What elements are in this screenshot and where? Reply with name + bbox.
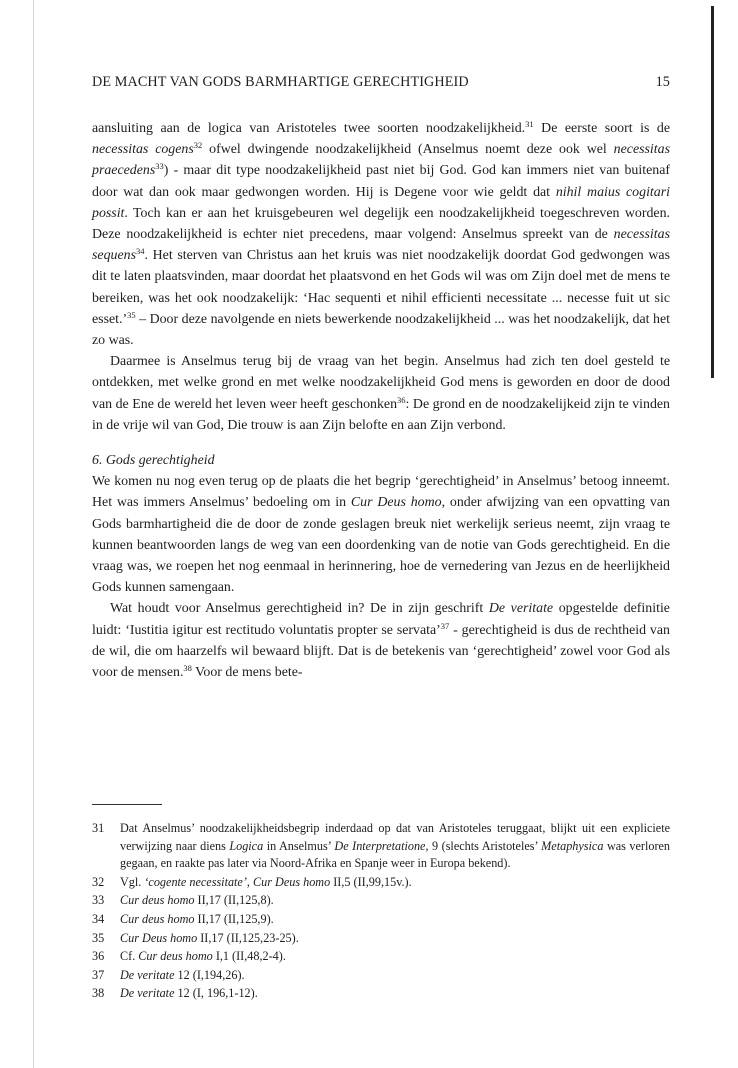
- text-run: I,1 (II,48,2-4).: [212, 949, 286, 964]
- italic-title: Cur Deus homo: [350, 495, 442, 511]
- text-run: . Toch kan er aan het kruisgebeuren wel degelijk een noodzakelijkheid toegeschreven worden. Deze noodzakelijkheid is echter niet precedens, maar volgend: Anselmus spreekt van de: [92, 205, 670, 243]
- paragraph-4: [92, 598, 670, 683]
- text-run: II,17 (II,125,8).: [194, 893, 274, 908]
- text-run: Cf.: [120, 949, 139, 964]
- footnote-32: [92, 874, 670, 892]
- footnote-ref-34[interactable]: 34: [135, 246, 145, 257]
- italic-title: De Interpretatione: [334, 838, 426, 853]
- italic-term: nihil maius cogitari possit: [92, 184, 670, 221]
- italic-title: Cur deus homo: [120, 911, 195, 926]
- italic-term: necessitas cogens: [92, 142, 194, 158]
- footnote-33: [92, 892, 670, 910]
- main-text: [92, 118, 670, 683]
- text-run: opgestelde definitie luidt: ‘Iustitia igitur est rectitudo voluntatis propter se servata’: [92, 601, 670, 638]
- italic-title: De veritate: [120, 986, 175, 1001]
- italic-title: De veritate: [488, 601, 554, 617]
- italic-title: ‘cogente necessitate’: [144, 874, 247, 889]
- footnote-ref-33[interactable]: 33: [155, 161, 164, 172]
- text-run: 12 (I,194,26).: [174, 967, 245, 982]
- footnote-ref-37[interactable]: 37: [440, 620, 450, 631]
- italic-title: De veritate: [120, 967, 175, 982]
- italic-title: Logica: [229, 838, 264, 853]
- italic-term: necessitas sequens: [92, 227, 670, 264]
- text-run: 12 (I, 196,1-12).: [174, 986, 258, 1001]
- text-run: – Door deze navolgende en niets bewerkende noodzakelijkheid ... was het noodzakelijk, dat het zo was.: [92, 311, 670, 349]
- scan-edge-mark: [711, 6, 714, 378]
- text-run: aansluiting aan de logica van Aristoteles twee soorten noodzakelijkheid.: [92, 121, 526, 136]
- text-run: We komen nu nog even terug op de plaats die het begrip ‘gerechtigheid’ in Anselmus’ betoog inneemt. Het was immers Anselmus’ bedoeling om in: [92, 474, 670, 511]
- footnote-37: [92, 967, 670, 985]
- page-number: 15: [655, 74, 670, 90]
- footnote-35: [92, 930, 670, 948]
- text-run: , onder afwijzing van een opvatting van Gods barmhartigheid die de door de zonde geslagen breuk niet werkelijk serieus neemt, zijn vraag te kunnen beantwoorden langs de weg van een doordenking van de notie van Gods gerechtigheid. En die vraag was, we roepen het nog eenmaal in herinnering, hoe de vernedering van Jezus en de heerlijkheid Gods kunnen samengaan.: [92, 495, 670, 596]
- footnote-number: 37: [92, 967, 105, 982]
- paragraph-1: [92, 118, 670, 351]
- footnote-ref-31[interactable]: 31: [525, 119, 534, 129]
- text-run: . Het sterven van Christus aan het kruis was niet noodzakelijk doordat God gedwongen was dit te laten plaatsvinden, maar doordat het plaatsvond en het Gods wil was om Zijn doel met de mens te bereiken, was het ook noodzakelijk: ‘Hac sequenti et nihil efficienti necessitate ... necesse fuit ut sic esset.’: [92, 248, 670, 327]
- text-run: , 9 (slechts Aristoteles’: [425, 838, 542, 853]
- text-run: : De grond en de noodzakelijkeid zijn te vinden in de vrije wil van God, Die trouw is aan Zijn belofte en aan Zijn verbond.: [92, 396, 670, 433]
- section-heading: 6. Gods gerechtigheid: [92, 453, 215, 469]
- text-run: II,17 (II,125,23-25).: [197, 930, 299, 945]
- text-run: ) - maar dit type noodzakelijkheid past niet bij God. God kan immers niet van buitenaf door wat dan ook maar gedwongen worden. Hij is Degene voor wie geldt dat: [92, 163, 670, 200]
- footnote-31: [92, 820, 670, 873]
- footnote-36: [92, 948, 670, 966]
- text-run: De eerste soort is de: [533, 121, 670, 136]
- italic-term: necessitas praecedens: [92, 142, 670, 179]
- italic-title: Cur Deus homo: [120, 930, 198, 945]
- text-run: in Anselmus’: [263, 838, 335, 853]
- footnote-34: [92, 911, 670, 929]
- footnote-number: 35: [92, 930, 105, 945]
- text-run: was verloren gegaan, en raakte pas later via Noord-Afrika en Spanje weer in Europa bekend).: [120, 838, 671, 871]
- footnote-number: 33: [92, 893, 105, 908]
- footnote-38: [92, 985, 670, 1003]
- footnote-number: 38: [92, 986, 105, 1001]
- paragraph-2: [92, 351, 670, 436]
- italic-title: Cur Deus homo: [253, 874, 331, 889]
- text-run: Daarmee is Anselmus terug bij de vraag van het begin. Anselmus had zich ten doel gesteld te ontdekken, met welke grond en met welke noodzakelijkheid God mens is geworden en door de dood van de Ene de wereld het leven weer heeft geschonken: [92, 354, 670, 412]
- text-run: Wat houdt voor Anselmus gerechtigheid in? De in zijn geschrift: [110, 601, 489, 617]
- text-run: II,17 (II,125,9).: [194, 911, 274, 926]
- text-run: Vgl.: [120, 874, 145, 889]
- footnote-separator: [92, 804, 162, 805]
- paragraph-3: [92, 471, 670, 598]
- page-gutter-line: [33, 0, 34, 1068]
- footnote-number: 36: [92, 949, 105, 964]
- running-header: [92, 74, 670, 91]
- footnote-ref-32[interactable]: 32: [193, 140, 203, 151]
- text-run: Voor de mens bete-: [191, 665, 303, 681]
- text-run: - gerechtigheid is dus de rechtheid van de wil, die om haarzelfs wil bewaard blijft. Dat is de betekenis van ‘gerechtigheid’ zowel voor God als voor de mensen.: [92, 622, 670, 681]
- running-title: DE MACHT VAN GODS BARMHARTIGE GERECHTIGHEID: [92, 74, 469, 90]
- text-run: ofwel dwingende noodzakelijkheid (Anselmus noemt deze ook wel: [202, 142, 614, 158]
- footnote-ref-38[interactable]: 38: [183, 663, 192, 674]
- text-run: ,: [246, 874, 253, 889]
- italic-title: Cur deus homo: [120, 893, 195, 908]
- italic-title: Cur deus homo: [138, 949, 213, 964]
- text-run: Dat Anselmus’ noodzakelijkheidsbegrip inderdaad op dat van Aristoteles teruggaat, blijkt uit een expliciete verwijzing naar diens: [120, 821, 670, 853]
- italic-title: Metaphysica: [541, 838, 604, 853]
- footnote-ref-35[interactable]: 35: [127, 309, 136, 320]
- footnote-ref-36[interactable]: 36: [397, 394, 406, 405]
- footnote-number: 31: [92, 821, 105, 835]
- footnote-number: 32: [92, 874, 105, 889]
- footnotes: [92, 820, 670, 1004]
- footnote-number: 34: [92, 911, 105, 926]
- text-run: II,5 (II,99,15v.).: [330, 874, 412, 889]
